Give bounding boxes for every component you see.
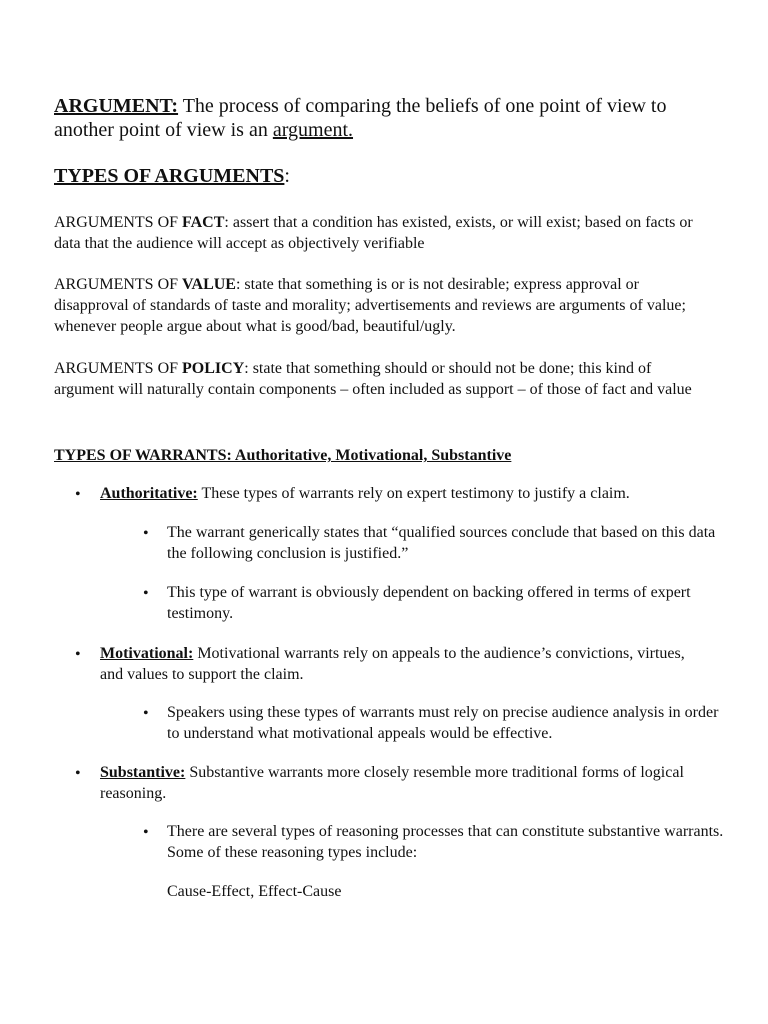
argument-definition (54, 94, 714, 142)
motivational-sub1: Speakers using these types of warrants must rely on precise audience analysis in order to understand what motivational appeals would be effective. (167, 704, 719, 742)
policy-prefix: ARGUMENTS OF (54, 360, 183, 377)
types-heading-colon: : (284, 165, 290, 187)
bullet-authoritative-sub1: • (143, 525, 149, 542)
bullet-authoritative-sub2: • (143, 585, 149, 602)
argument-word: argument. (272, 119, 354, 141)
fact-text: : assert that a condition has existed, exists, or will exist; based on facts or data that the audience will accept as objectively verifiable (54, 214, 693, 252)
bullet-authoritative: • (75, 486, 81, 503)
argument-heading: ARGUMENT: (54, 95, 179, 117)
substantive-text: Substantive warrants more closely resemble more traditional forms of logical reasoning. (100, 764, 684, 802)
authoritative-sub1: The warrant generically states that “qualified sources conclude that based on this data the following conclusion is justified.” (167, 524, 716, 562)
motivational-label: Motivational: (100, 645, 194, 662)
fact-keyword: FACT (182, 214, 225, 231)
types-heading-label: TYPES OF ARGUMENTS (54, 165, 285, 187)
argument-text: The process of comparing the beliefs of one point of view to another point of view is an (54, 95, 667, 141)
motivational-item (100, 643, 710, 685)
arguments-of-fact (54, 212, 714, 254)
bullet-motivational: • (75, 646, 81, 663)
authoritative-label: Authoritative: (100, 485, 198, 502)
types-of-warrants-heading: TYPES OF WARRANTS: Authoritative, Motivational, Substantive (54, 447, 512, 464)
authoritative-item (100, 483, 710, 504)
arguments-of-policy (54, 358, 714, 400)
value-keyword: VALUE (182, 276, 236, 293)
substantive-item (100, 762, 710, 804)
substantive-sub1: There are several types of reasoning processes that can constitute substantive warrants. Some of these reasoning types include: (167, 823, 724, 861)
authoritative-text: These types of warrants rely on expert testimony to justify a claim. (197, 485, 630, 502)
policy-keyword: POLICY (182, 360, 245, 377)
arguments-of-value (54, 274, 714, 337)
fact-prefix: ARGUMENTS OF (54, 214, 183, 231)
authoritative-sub2: This type of warrant is obviously dependent on backing offered in terms of expert testimony. (167, 584, 691, 622)
policy-text: : state that something should or should not be done; this kind of argument will naturally contain components – often included as support – of those of fact and value (54, 360, 692, 398)
types-of-arguments-heading (54, 164, 714, 188)
bullet-substantive-sub1: • (143, 824, 149, 841)
bullet-substantive: • (75, 765, 81, 782)
reasoning-examples: Cause-Effect, Effect-Cause (167, 883, 342, 900)
value-prefix: ARGUMENTS OF (54, 276, 183, 293)
value-text: : state that something is or is not desirable; express approval or disapproval of standards of taste and morality; advertisements and reviews are arguments of value; whenever people argue about what is good/bad, beautiful/ugly. (54, 276, 686, 335)
motivational-text: Motivational warrants rely on appeals to the audience’s convictions, virtues, and values to support the claim. (100, 645, 685, 683)
bullet-motivational-sub1: • (143, 705, 149, 722)
substantive-label: Substantive: (100, 764, 186, 781)
